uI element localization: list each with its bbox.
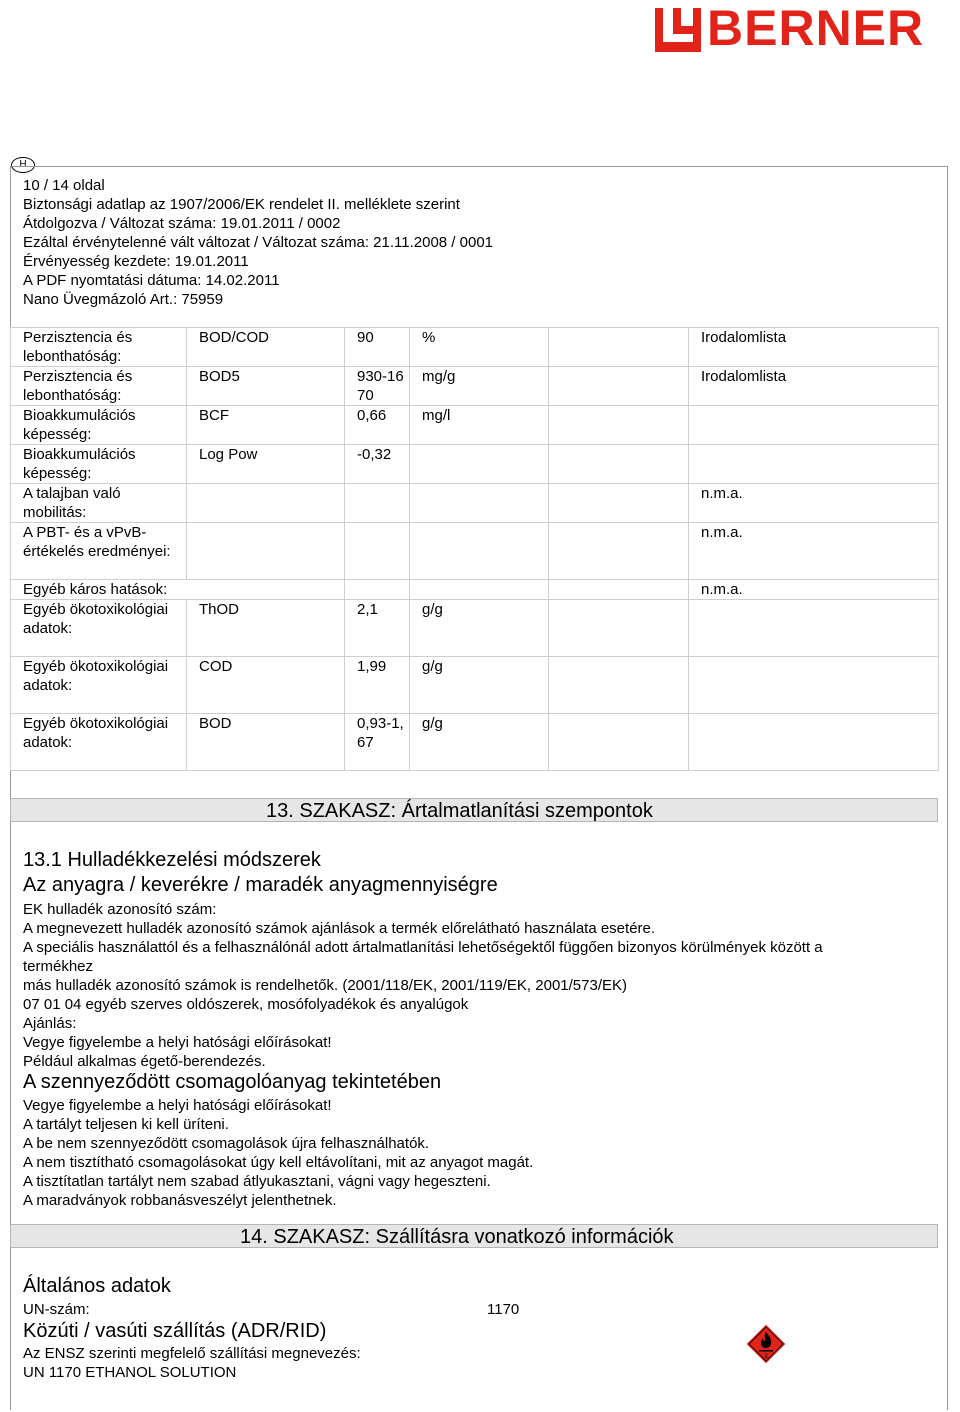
table-row	[11, 367, 939, 406]
waste-methods-heading: 13.1 Hulladékkezelési módszerek	[23, 849, 321, 871]
table-row	[11, 657, 939, 714]
source-cell	[689, 445, 939, 484]
value-cell: 0,93-1,67	[345, 714, 410, 771]
superseded-line: Ezáltal érvénytelenné vált változat / Változat száma: 21.11.2008 / 0001	[23, 234, 494, 251]
empty-cell	[549, 714, 689, 771]
table-row	[11, 445, 939, 484]
unit-cell	[410, 523, 549, 580]
method-cell: BCF	[187, 406, 345, 445]
value-cell: 1,99	[345, 657, 410, 714]
print-date-line: A PDF nyomtatási dátuma: 14.02.2011	[23, 272, 280, 289]
method-cell: Log Pow	[187, 445, 345, 484]
empty-cell	[549, 523, 689, 580]
text-line: más hulladék azonosító számok is rendelhetők. (2001/118/EK, 2001/119/EK, 2001/573/EK)	[23, 977, 627, 994]
parameter-cell: Egyéb ökotoxikológiai adatok:	[11, 714, 187, 771]
parameter-cell: Bioakkumulációs képesség:	[11, 406, 187, 445]
unit-cell: g/g	[410, 600, 549, 657]
source-cell	[689, 714, 939, 771]
table-row	[11, 580, 939, 600]
parameter-cell: Perzisztencia és lebonthatóság:	[11, 367, 187, 406]
value-cell: 0,66	[345, 406, 410, 445]
parameter-cell: Egyéb ökotoxikológiai adatok:	[11, 657, 187, 714]
method-cell: COD	[187, 657, 345, 714]
packaging-heading: A szennyeződött csomagolóanyag tekintetében	[23, 1071, 442, 1093]
unit-cell	[410, 445, 549, 484]
unit-cell: mg/l	[410, 406, 549, 445]
unit-cell: %	[410, 328, 549, 367]
method-cell: ThOD	[187, 600, 345, 657]
source-cell: Irodalomlista	[689, 328, 939, 367]
text-line: Vegye figyelembe a helyi hatósági előírásokat!	[23, 1097, 332, 1114]
svg-text:3: 3	[764, 1354, 768, 1360]
unit-cell: g/g	[410, 714, 549, 771]
text-line: A nem tisztítható csomagolásokat úgy kell eltávolítani, mit az anyagot magát.	[23, 1154, 534, 1171]
value-cell: 930-1670	[345, 367, 410, 406]
revision-line: Átdolgozva / Változat száma: 19.01.2011 / 0002	[23, 215, 341, 232]
page-number: 10 / 14 oldal	[23, 177, 105, 194]
text-line: A maradványok robbanásveszélyt jelenthetnek.	[23, 1192, 337, 1209]
parameter-cell: Egyéb ökotoxikológiai adatok:	[11, 600, 187, 657]
method-cell: BOD	[187, 714, 345, 771]
section-13-header	[10, 798, 938, 822]
source-cell: n.m.a.	[689, 484, 939, 523]
regulation-line: Biztonsági adatlap az 1907/2006/EK rendelet II. melléklete szerint	[23, 196, 460, 213]
parameter-cell: Egyéb káros hatások:	[11, 580, 345, 600]
road-rail-heading: Közúti / vasúti szállítás (ADR/RID)	[23, 1320, 327, 1342]
substance-heading: Az anyagra / keverékre / maradék anyagmennyiségre	[23, 874, 498, 896]
table-row	[11, 714, 939, 771]
parameter-cell: A talajban való mobilitás:	[11, 484, 187, 523]
text-line: Vegye figyelembe a helyi hatósági előírásokat!	[23, 1034, 332, 1051]
source-cell	[689, 657, 939, 714]
unit-cell	[410, 580, 549, 600]
general-data-heading: Általános adatok	[23, 1275, 171, 1297]
method-cell: BOD5	[187, 367, 345, 406]
berner-logo-mark-icon	[655, 8, 701, 52]
text-line: A megnevezett hulladék azonosító számok ajánlások a termék előrelátható használata esetére.	[23, 920, 656, 937]
value-cell	[345, 484, 410, 523]
berner-logo-text: BERNER	[707, 0, 925, 56]
ecological-data-table	[10, 327, 939, 771]
empty-cell	[549, 445, 689, 484]
section-14-title: 14. SZAKASZ: Szállításra vonatkozó információk	[240, 1226, 674, 1248]
parameter-cell: Perzisztencia és lebonthatóság:	[11, 328, 187, 367]
empty-cell	[549, 657, 689, 714]
source-cell: Irodalomlista	[689, 367, 939, 406]
source-cell	[689, 600, 939, 657]
berner-logo	[655, 0, 960, 56]
method-cell	[187, 484, 345, 523]
table-row	[11, 406, 939, 445]
value-cell: -0,32	[345, 445, 410, 484]
text-line: A speciális használattól és a felhasználónál adott ártalmatlanítási lehetőségektől függően bizonyos körülmények között a	[23, 939, 823, 956]
empty-cell	[549, 580, 689, 600]
text-line: EK hulladék azonosító szám:	[23, 901, 217, 918]
document-header	[23, 176, 493, 309]
value-cell	[345, 580, 410, 600]
shipping-name-label: Az ENSZ szerinti megfelelő szállítási megnevezés:	[23, 1345, 361, 1362]
source-cell: n.m.a.	[689, 523, 939, 580]
text-line: termékhez	[23, 958, 94, 975]
unit-cell: mg/g	[410, 367, 549, 406]
text-line: A tisztítatlan tartályt nem szabad átlyukasztani, vágni vagy hegeszteni.	[23, 1173, 491, 1190]
value-cell: 2,1	[345, 600, 410, 657]
text-line: A be nem szennyeződött csomagolások újra felhasználhatók.	[23, 1135, 430, 1152]
un-number-label: UN-szám:	[23, 1301, 90, 1318]
un-number-value: 1170	[487, 1301, 520, 1318]
language-badge: H	[11, 157, 35, 173]
empty-cell	[549, 484, 689, 523]
empty-cell	[549, 600, 689, 657]
unit-cell	[410, 484, 549, 523]
method-cell: BOD/COD	[187, 328, 345, 367]
empty-cell	[549, 328, 689, 367]
value-cell: 90	[345, 328, 410, 367]
table-row	[11, 523, 939, 580]
method-cell	[187, 523, 345, 580]
text-line: A tartályt teljesen ki kell üríteni.	[23, 1116, 229, 1133]
product-line: Nano Üvegmázoló Art.: 75959	[23, 291, 224, 308]
valid-from-line: Érvényesség kezdete: 19.01.2011	[23, 253, 249, 270]
text-line: Például alkalmas égető-berendezés.	[23, 1053, 266, 1070]
section-14-header	[10, 1224, 938, 1248]
unit-cell: g/g	[410, 657, 549, 714]
empty-cell	[549, 367, 689, 406]
source-cell: n.m.a.	[689, 580, 939, 600]
shipping-name-value: UN 1170 ETHANOL SOLUTION	[23, 1364, 237, 1381]
empty-cell	[549, 406, 689, 445]
parameter-cell: Bioakkumulációs képesség:	[11, 445, 187, 484]
flammable-liquid-diamond-icon	[745, 1323, 787, 1365]
section-13-title: 13. SZAKASZ: Ártalmatlanítási szempontok	[266, 800, 653, 822]
table-row	[11, 600, 939, 657]
text-line: 07 01 04 egyéb szerves oldószerek, mosófolyadékok és anyalúgok	[23, 996, 469, 1013]
table-row	[11, 484, 939, 523]
source-cell	[689, 406, 939, 445]
table-row	[11, 328, 939, 367]
text-line: Ajánlás:	[23, 1015, 77, 1032]
value-cell	[345, 523, 410, 580]
parameter-cell: A PBT- és a vPvB-értékelés eredményei:	[11, 523, 187, 580]
